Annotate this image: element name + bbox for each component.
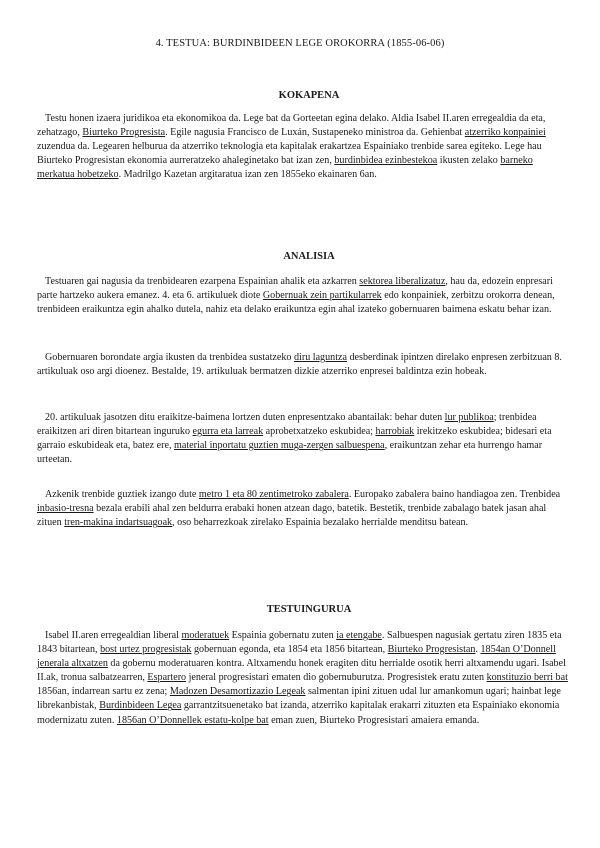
heading-analisia: ANALISIA [283, 251, 335, 262]
paragraph-analisia-2: Gobernuaren borondate argia ikusten da trenbidea sustatzeko diru laguntza desberdinak ipintzen direlako enpresen zerbitzuan 8. artikuluak oso argi dioenez. Bestalde, 19. artikuluak bermatzen dizkie atzerriko enpresei baldintza ezin hobeak. [37, 352, 562, 378]
paragraph-analisia-3: 20. artikuluak jasotzen ditu eraikitze-baimena lortzen duten enpresentzako abantailak: behar duten lur publikoa; trenbidea eraikitzen ari diren bitartean inguruko egurra eta larreak aprobetxatzeko eskubidea; harrobiak irekitzeko eskubidea; bidesari eta garraio eskubideak eta, batez ere, material inportatu guztien muga-zergen salbuespena, eraikuntzan zehar eta hurrengo hamar urteetan. [37, 412, 552, 466]
heading-kokapena: KOKAPENA [278, 90, 340, 101]
paragraph-analisia-4: Azkenik trenbide guztiek izango dute metro 1 eta 80 zentimetroko zabalera. Europako zabalera baino handiagoa zen. Trenbidea inbasio-tresna bezala erabili ahal zen beldurra erabaki honen atzean dago, batetik. Bestetik, trenbide zabalago batek jasan ahal zituen tren-makina indartsuagoak, oso beharrezkoak zirelako Espainia bezalako herrialde menditsu batean. [37, 489, 561, 529]
heading-testuingurua: TESTUINGURUA [266, 604, 352, 615]
paragraph-kokapena-1: Testu honen izaera juridikoa eta ekonomikoa da. Lege bat da Gorteetan egina delako. Aldia Isabel II.aren erregealdia da eta, zehatzago, Biurteko Progresista. Egile nagusia Francisco de Luxán, Sustapeneko ministroa da. Gehienbat atzerriko konpainiei zuzendua da. Legearen helburua da atzerriko teknologia eta kapitalak erakartzea Espainiako trenbide sarea egiteko. Lege hau Biurteko Progresistan ekonomia aurreratzeko ahaleginetako bat izan zen, burdinbidea ezinbestekoa ikusten zelako barneko merkatua hobetzeko. Madrilgo Kazetan argitaratua izan zen 1855eko ekainaren 6an. [37, 113, 546, 181]
document-title: 4. TESTUA: BURDINBIDEEN LEGE OROKORRA (1855-06-06) [155, 38, 445, 49]
paragraph-testuingurua-1: Isabel II.aren erregealdian liberal moderatuek Espainia gobernatu zuten ia etengabe. Salbuespen nagusiak gertatu ziren 1835 eta 1843 bitartean, bost urtez progresistak gobernuan egonda, eta 1854 eta 1856 bitartean, Biurteko Progresistan. 1854an O’Donnell jenerala altxatzen da gobernu moderatuaren kontra. Altxamendu honek eragiten ditu herrialde osotik herri altxamendu ugari. Isabel II.ak, tronua salbatzearren, Espartero jeneral progresistari ematen dio gobernuburutza. Progresistek eratu zuten konstituzio berri bat 1856an, indarrean sartu ez zena; Madozen Desamortizazio Legeak salmentan ipini zituen udal lur amankomun ugari; hainbat lege librekanbistak, Burdinbideen Legea garrantzitsuenetako bat izanda, atzerriko kapitalak erakarri zituzten eta Espainiako ekonomia modernizatu zuten. 1856an O’Donnellek estatu-kolpe bat eman zuen, Biurteko Progresistari amaiera emanda. [37, 630, 568, 726]
paragraph-analisia-1: Testuaren gai nagusia da trenbidearen ezarpena Espainian ahalik eta azkarren sektorea liberalizatuz, hau da, edozein enpresari parte hartzeko aukera emanez. 4. eta 6. artikuluek diote Gobernuak zein partikularrek edo konpainiek, zerbitzu orokorra denean, trenbideen eraikuntza egin ahalko dutela, nahiz eta delako eraikuntza egin ahal izateko gobernuaren baimena eskatu behar izan. [37, 276, 555, 316]
